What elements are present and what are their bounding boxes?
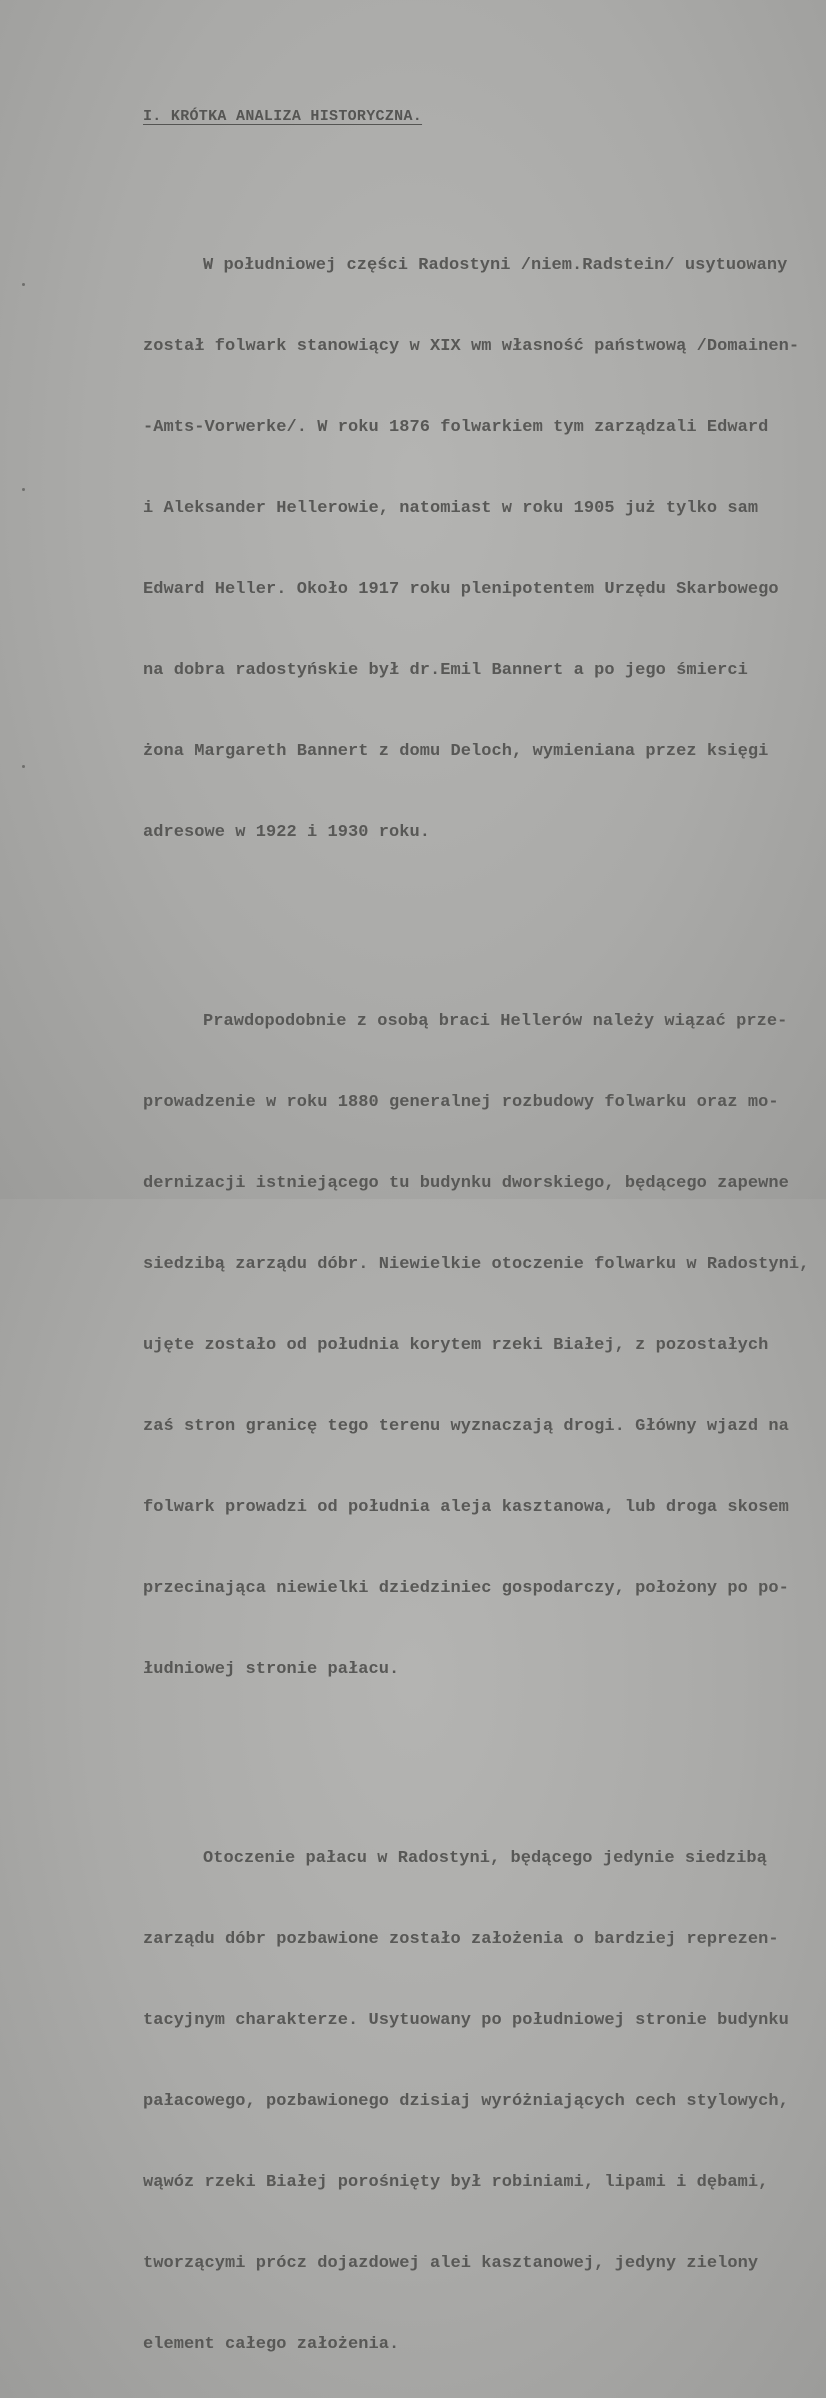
text-line: i Aleksander Hellerowie, natomiast w roku 1905 już tylko sam [143, 499, 759, 518]
text-line: tworzącymi prócz dojazdowej alei kasztanowej, jedyny zielony [143, 2254, 759, 2273]
text-line: zarządu dóbr pozbawione zostało założenia o bardziej reprezen- [143, 1930, 779, 1949]
paragraph-3 [143, 1791, 809, 2398]
text-line: żona Margareth Bannert z domu Deloch, wymieniana przez księgi [143, 742, 769, 761]
text-line: siedzibą zarządu dóbr. Niewielkie otoczenie folwarku w Radostyni, [143, 1255, 810, 1274]
text-line: przecinająca niewielki dziedziniec gospodarczy, położony po po- [143, 1579, 789, 1598]
document-body [143, 144, 809, 2398]
section-title: I. KRÓTKA ANALIZA HISTORYCZNA. [143, 108, 423, 125]
paper-speck [22, 765, 25, 768]
text-line: W południowej części Radostyni /niem.Radstein/ usytuowany [203, 256, 788, 275]
text-line: adresowe w 1922 i 1930 roku. [143, 823, 431, 842]
text-line: -Amts-Vorwerke/. W roku 1876 folwarkiem tym zarządzali Edward [143, 418, 769, 437]
paper-speck [22, 488, 25, 491]
text-line: ujęte zostało od południa korytem rzeki Białej, z pozostałych [143, 1336, 769, 1355]
text-line: folwark prowadzi od południa aleja kasztanowa, lub droga skosem [143, 1498, 789, 1517]
paragraph-2 [143, 954, 809, 1737]
text-line: wąwóz rzeki Białej porośnięty był robiniami, lipami i dębami, [143, 2173, 769, 2192]
text-line: pałacowego, pozbawionego dzisiaj wyróżniających cech stylowych, [143, 2092, 789, 2111]
paragraph-1 [143, 198, 809, 900]
text-line: Edward Heller. Około 1917 roku plenipotentem Urzędu Skarbowego [143, 580, 779, 599]
text-line: element całego założenia. [143, 2335, 400, 2354]
text-line: łudniowej stronie pałacu. [143, 1660, 400, 1679]
text-line: Otoczenie pałacu w Radostyni, będącego jedynie siedzibą [203, 1849, 767, 1868]
paper-speck [22, 283, 25, 286]
text-line: zaś stron granicę tego terenu wyznaczają drogi. Główny wjazd na [143, 1417, 789, 1436]
text-line: dernizacji istniejącego tu budynku dworskiego, będącego zapewne [143, 1174, 789, 1193]
text-line: Prawdopodobnie z osobą braci Hellerów należy wiązać prze- [203, 1012, 788, 1031]
text-line: tacyjnym charakterze. Usytuowany po południowej stronie budynku [143, 2011, 789, 2030]
text-line: prowadzenie w roku 1880 generalnej rozbudowy folwarku oraz mo- [143, 1093, 779, 1112]
text-line: został folwark stanowiący w XIX wm własność państwową /Domainen- [143, 337, 800, 356]
text-line: na dobra radostyńskie był dr.Emil Bannert a po jego śmierci [143, 661, 748, 680]
